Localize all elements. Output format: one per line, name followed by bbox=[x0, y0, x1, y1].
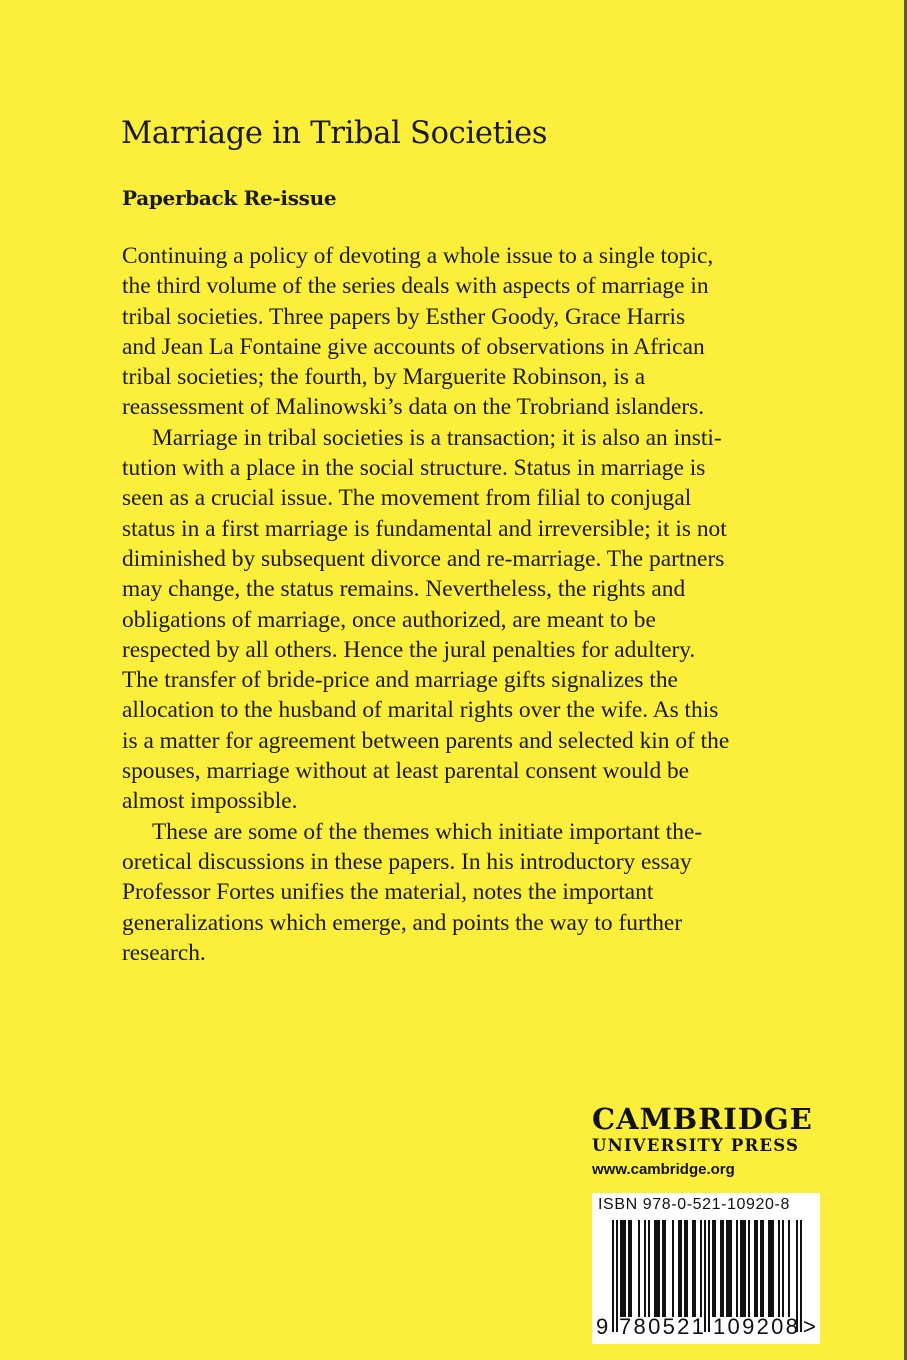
text-line: Marriage in tribal societies is a transaction; it is also an insti- bbox=[152, 424, 722, 451]
text-line: may change, the status remains. Nevertheless, the rights and bbox=[122, 576, 686, 603]
text-line: Professor Fortes unifies the material, notes the important bbox=[122, 879, 654, 906]
barcode-bar bbox=[624, 1220, 626, 1317]
barcode-bar bbox=[730, 1220, 732, 1317]
barcode-digits-left: 780521 bbox=[619, 1314, 707, 1339]
blurb-paragraph-2 bbox=[122, 423, 802, 817]
text-line: reassessment of Malinowski’s data on the Trobriand islanders. bbox=[122, 394, 705, 421]
blurb-paragraph-3 bbox=[122, 817, 802, 968]
barcode-bar bbox=[686, 1220, 688, 1317]
barcode-bar bbox=[770, 1220, 772, 1317]
barcode-bar bbox=[760, 1220, 762, 1317]
barcode-digit-first: 9 bbox=[596, 1314, 611, 1339]
barcode-bar bbox=[768, 1220, 770, 1317]
barcode-bar bbox=[692, 1220, 694, 1317]
text-line: seen as a crucial issue. The movement from filial to conjugal bbox=[122, 485, 692, 512]
barcode-bar bbox=[656, 1220, 658, 1317]
barcode-bar bbox=[720, 1220, 722, 1317]
barcode-bar bbox=[694, 1220, 696, 1317]
barcode-bar bbox=[788, 1220, 790, 1317]
barcode-bar bbox=[744, 1220, 746, 1317]
text-line: almost impossible. bbox=[122, 788, 298, 815]
text-line: the third volume of the series deals with aspects of marriage in bbox=[122, 273, 709, 300]
barcode-bar bbox=[684, 1220, 686, 1317]
barcode-bar bbox=[782, 1220, 784, 1317]
text-line: spouses, marriage without at least parental consent would be bbox=[122, 758, 690, 785]
barcode-bar bbox=[712, 1220, 714, 1317]
barcode-bar bbox=[648, 1220, 650, 1317]
barcode-bar bbox=[754, 1220, 756, 1317]
barcode-bar bbox=[664, 1220, 666, 1317]
text-line: tribal societies; the fourth, by Marguerite Robinson, is a bbox=[122, 364, 646, 391]
text-line: tution with a place in the social structure. Status in marriage is bbox=[122, 455, 706, 482]
barcode-bar bbox=[736, 1220, 738, 1317]
text-line: generalizations which emerge, and points the way to further bbox=[122, 909, 683, 936]
barcode-bar bbox=[762, 1220, 764, 1317]
barcode-bar bbox=[638, 1220, 640, 1317]
barcode-bar bbox=[616, 1220, 618, 1332]
text-line: tribal societies. Three papers by Esther Goody, Grace Harris bbox=[122, 303, 686, 330]
text-line: allocation to the husband of marital rights over the wife. As this bbox=[122, 697, 719, 724]
barcode-bar bbox=[678, 1220, 680, 1317]
text-line: status in a first marriage is fundamental and irreversible; it is not bbox=[122, 515, 727, 542]
barcode-bar bbox=[740, 1220, 742, 1317]
edition-label: Paperback Re-issue bbox=[122, 186, 337, 210]
blurb-paragraph-1 bbox=[122, 241, 802, 423]
isbn-label: ISBN 978-0-521-10920-8 bbox=[598, 1196, 790, 1213]
barcode-bar bbox=[748, 1220, 750, 1317]
barcode-bar bbox=[714, 1220, 716, 1317]
barcode-bar bbox=[630, 1220, 632, 1317]
barcode-bar bbox=[722, 1220, 724, 1317]
publisher-logo bbox=[592, 1103, 822, 1183]
barcode-bar bbox=[644, 1220, 646, 1317]
text-line: respected by all others. Hence the jural penalties for adultery. bbox=[122, 636, 696, 663]
barcode-bar bbox=[622, 1220, 624, 1317]
barcode-bar bbox=[708, 1220, 710, 1332]
barcode-bar bbox=[620, 1220, 622, 1317]
text-line: is a matter for agreement between parents and selected kin of the bbox=[122, 727, 730, 754]
text-line: Continuing a policy of devoting a whole issue to a single topic, bbox=[122, 243, 714, 269]
publisher-website: www.cambridge.org bbox=[592, 1161, 735, 1178]
text-line: obligations of marriage, once authorized, are meant to be bbox=[122, 606, 656, 633]
barcode-bar bbox=[628, 1220, 630, 1317]
barcode-bar bbox=[778, 1220, 780, 1317]
barcode-bar bbox=[680, 1220, 682, 1317]
text-line: These are some of the themes which initiate important the- bbox=[152, 818, 703, 845]
barcode-digits-right: 109208 bbox=[713, 1314, 801, 1339]
publisher-subname: UNIVERSITY PRESS bbox=[592, 1136, 800, 1155]
isbn-barcode bbox=[592, 1193, 820, 1344]
barcode-bar bbox=[700, 1220, 702, 1317]
barcode-bar bbox=[662, 1220, 664, 1317]
barcode-bar bbox=[742, 1220, 744, 1317]
barcode-bar bbox=[728, 1220, 730, 1317]
barcode-bar bbox=[658, 1220, 660, 1317]
blurb bbox=[122, 241, 802, 968]
barcode-bar bbox=[726, 1220, 728, 1317]
barcode-bar bbox=[756, 1220, 758, 1317]
barcode-bar bbox=[672, 1220, 674, 1317]
text-line: and Jean La Fontaine give accounts of observations in African bbox=[122, 333, 705, 360]
barcode-bar bbox=[772, 1220, 774, 1317]
barcode-end-marker: > bbox=[803, 1314, 819, 1339]
publisher-name: CAMBRIDGE bbox=[592, 1102, 813, 1136]
text-line: The transfer of bride-price and marriage gifts signalizes the bbox=[122, 667, 678, 694]
text-line: diminished by subsequent divorce and re-marriage. The partners bbox=[122, 545, 725, 572]
text-line: research. bbox=[122, 939, 206, 966]
text-line: oretical discussions in these papers. In his introductory essay bbox=[122, 848, 692, 875]
book-title: Marriage in Tribal Societies bbox=[121, 116, 548, 151]
barcode-bar bbox=[800, 1220, 802, 1332]
barcode-bar bbox=[654, 1220, 656, 1317]
barcode-bar bbox=[612, 1220, 614, 1332]
